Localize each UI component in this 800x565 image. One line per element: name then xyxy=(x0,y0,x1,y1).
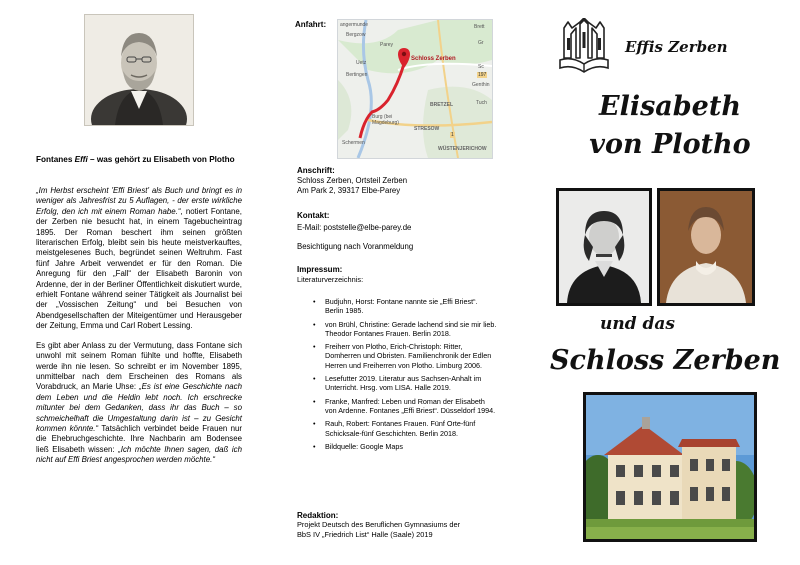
literature-list xyxy=(297,297,497,455)
literature-item: • von Brühl, Christine: Gerade lachend sind sie mir lieb. Theodor Fontanes Frauen. Berlin 2018. xyxy=(313,319,497,338)
left-paragraph-2: Es gibt aber Anlass zu der Vermutung, dass Fontane sich unwohl mit seinem Roman fühlte und hoffte, Elisabeth werde ihn nie lesen. So schreibt er im November 1895, unmittelbar nach dem Erscheinen des Romans als Vorabdruck, an Marie Uhse: „Es ist eine Geschichte nach dem Leben und die Heldin lebt noch. Ich erschrecke mitunter bei dem Gedanken, dass ihr das Buch – so schmeichelhaft die Umgestaltung darin ist – zu Gesicht kommen könnte.“ Tatsächlich verbindet beide Frauen nur die Ehebruchgeschichte. Ihre Nachbarin am Bodensee ließ Elisabeth wissen: „Ich möchte Ihnen sagen, daß ich nicht auf Effi Briest angesprochen werden möchte.“ xyxy=(36,340,242,465)
anschrift-section xyxy=(297,166,497,196)
anfahrt-heading: Anfahrt: xyxy=(295,20,327,29)
literature-subheading: Literaturverzeichnis: xyxy=(297,275,364,284)
left-paragraph-1: „Im Herbst erscheint 'Effi Briest' als Buch und bringt es in weniger als Jahresfrist zu 5 Auflagen, - der erste wirkliche Erfolg, den ich mit einem Roman habe.“, notiert Fontane, der Zerben nie besucht hat, in einem Tagebucheintrag 1895. Der Roman beschert ihm seinen größten literarischen Erfolg, bleibt sein bis heute meistverkauftes, meistgelesenes Buch, begründet seinen Weltruhm. Fast fünf Jahre Arbeit verwendet er für den Roman. Die Anregung für den „Fall“ der Elisabeth Baronin von Ardenne, der in der Berliner Öffentlichkeit diskutiert wurde, erhielt Fontane während seiner Tätigkeit als Journalist bei der „Vossischen Zeitung“ und bei Besuchen von Abendgesellschaften der Miteigentümer und Herausgeber der Zeitung, Emma und Carl Robert Lessing. xyxy=(36,186,242,331)
map-place-label: WÜSTENJERICHOW xyxy=(438,146,487,152)
address-line: Am Park 2, 39317 Elbe-Parey xyxy=(297,186,401,195)
photo-schloss-zerben xyxy=(583,392,757,542)
photo-elder-elisabeth xyxy=(657,188,755,306)
map-place-label: angermunde xyxy=(340,22,369,28)
kontakt-heading: Kontakt: xyxy=(297,211,330,220)
impressum-section xyxy=(297,265,497,285)
map-graphic xyxy=(338,20,492,158)
map-marker-label: Schloss Zerben xyxy=(411,56,456,62)
map-place-label: Magdeburg) xyxy=(372,120,399,126)
bullet-icon: • xyxy=(313,396,316,406)
map-place-label: Schermen xyxy=(342,140,365,146)
map-place-label: Tuch xyxy=(476,100,487,106)
map-road-label: 197 xyxy=(478,72,487,78)
left-heading: Fontanes Effi – was gehört zu Elisabeth von Plotho xyxy=(36,155,235,164)
redaktion-line: BbS IV „Friedrich List“ Halle (Saale) 2019 xyxy=(297,529,433,539)
redaktion-line: Projekt Deutsch des Beruflichen Gymnasiums der xyxy=(297,520,461,530)
bullet-icon: • xyxy=(313,342,316,352)
literature-item: • Lesefutter 2019. Literatur aus Sachsen-Anhalt im Unterricht. Hrsg. vom LISA. Halle 2019. xyxy=(313,374,482,393)
visit-note: Besichtigung nach Voranmeldung xyxy=(297,242,414,251)
map-road-label: 1 xyxy=(451,132,454,138)
map-place-label: Parey xyxy=(380,42,394,48)
map-place-label: Genthin xyxy=(472,82,490,88)
bullet-icon: • xyxy=(313,441,316,451)
title-line-1: Elisabeth xyxy=(599,91,741,122)
literature-item: • Franke, Manfred: Leben und Roman der Elisabeth von Ardenne. Fontanes „Effi Briest“. Düsseldorf 1994. xyxy=(313,396,496,415)
brand-title: Effis Zerben xyxy=(625,38,728,56)
fontane-portrait xyxy=(84,14,194,126)
literature-item: • Budjuhn, Horst: Fontane nannte sie „Effi Briest“. Berlin 1985. xyxy=(313,297,478,316)
map-place-label: STRESOW xyxy=(414,126,440,132)
anschrift-heading: Anschrift: xyxy=(297,166,335,175)
bullet-icon: • xyxy=(313,297,316,306)
book-castle-logo-icon xyxy=(558,18,610,74)
email-text: E-Mail: poststelle@elbe-parey.de xyxy=(297,223,412,232)
schloss-title: Schloss Zerben xyxy=(550,345,781,376)
bullet-icon: • xyxy=(313,419,316,429)
main-title xyxy=(575,88,765,164)
map-place-label: Brett xyxy=(474,24,485,30)
literature-item: • Rauh, Robert: Fontanes Frauen. Fünf Orte-fünf Schicksale-fünf Geschichten. Berlin 2018. xyxy=(313,419,476,438)
map-place-label: Sc xyxy=(478,64,484,70)
redaktion-section xyxy=(297,511,497,539)
map-place-label: Uetz xyxy=(356,60,367,66)
literature-item: • Freiherr von Plotho, Erich-Christoph: Ritter, Domherren und Obristen. Familienchronik der Edlen Herren und Freiherren von Plotho. Limburg 2006. xyxy=(313,342,492,370)
route-map xyxy=(337,19,493,159)
map-place-label: Bertingen xyxy=(346,72,368,78)
address-line: Schloss Zerben, Ortsteil Zerben xyxy=(297,176,408,185)
map-place-label: Burg (bei xyxy=(372,114,393,120)
photo-young-elisabeth xyxy=(556,188,652,306)
kontakt-section xyxy=(297,211,497,252)
map-place-label: BRETZEL xyxy=(430,102,454,108)
redaktion-heading: Redaktion: xyxy=(297,511,339,520)
map-place-label: Bergzow xyxy=(346,32,366,38)
impressum-heading: Impressum: xyxy=(297,265,343,274)
map-place-label: Gr xyxy=(478,40,484,46)
bullet-icon: • xyxy=(313,374,316,384)
title-line-2: von Plotho xyxy=(589,129,751,160)
bullet-icon: • xyxy=(313,319,316,329)
literature-item: • Bildquelle: Google Maps xyxy=(313,441,403,451)
und-das-text: und das xyxy=(600,314,675,334)
left-body xyxy=(36,186,242,475)
